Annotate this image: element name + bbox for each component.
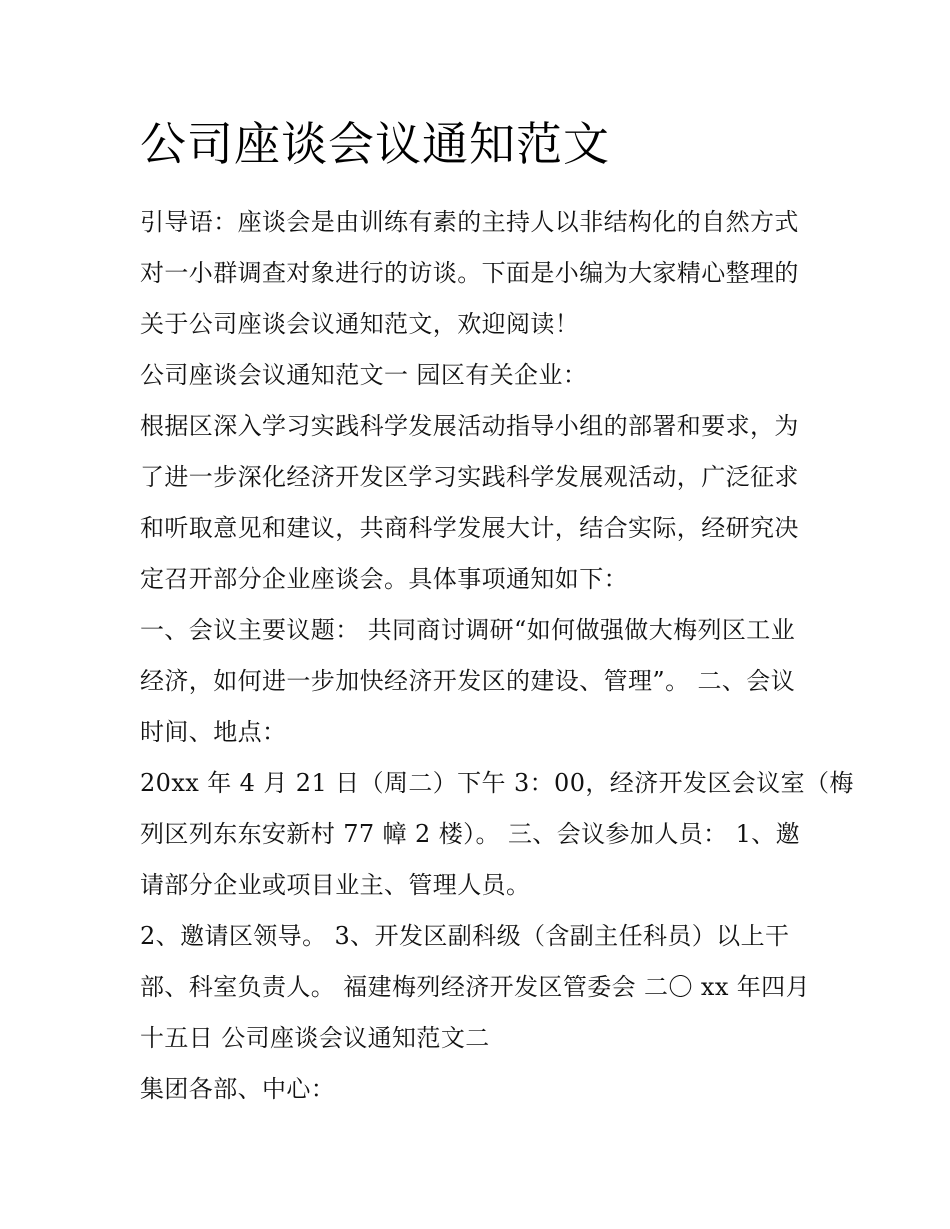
body-line: 和听取意见和建议，共商科学发展大计，结合实际，经研究决: [140, 514, 799, 542]
body-line: 时间、地点：: [140, 718, 287, 746]
body-line: 关于公司座谈会议通知范文，欢迎阅读！: [140, 310, 580, 338]
body-line: 经济，如何进一步加快经济开发区的建设、管理”。 二、会议: [140, 667, 796, 695]
body-line: 公司座谈会议通知范文一 园区有关企业：: [140, 361, 588, 389]
document-title: 公司座谈会议通知范文: [140, 117, 610, 171]
body-line: 集团各部、中心：: [140, 1075, 336, 1103]
body-line: 根据区深入学习实践科学发展活动指导小组的部署和要求，为: [140, 412, 799, 440]
body-line: 定召开部分企业座谈会。具体事项通知如下：: [140, 565, 628, 593]
document-body: [140, 197, 854, 1115]
body-line: 对一小群调查对象进行的访谈。下面是小编为大家精心整理的: [140, 259, 799, 287]
body-line: 一、会议主要议题： 共同商讨调研“如何做强做大梅列区工业: [140, 616, 796, 644]
body-line: 引导语：座谈会是由训练有素的主持人以非结构化的自然方式: [140, 208, 799, 236]
body-line: 列区列东东安新村 77 幛 2 楼）。 三、会议参加人员： 1、邀: [140, 820, 801, 848]
body-line: 十五日 公司座谈会议通知范文二: [140, 1024, 490, 1052]
body-line: 部、科室负责人。 福建梅列经济开发区管委会 二〇 xx 年四月: [140, 973, 810, 1001]
body-line: 请部分企业或项目业主、管理人员。: [140, 871, 531, 899]
body-line: 2、邀请区领导。 3、开发区副科级（含副主任科员）以上干: [140, 922, 790, 950]
body-line: 20xx 年 4 月 21 日（周二）下午 3：00，经济开发区会议室（梅: [140, 769, 854, 797]
body-line: 了进一步深化经济开发区学习实践科学发展观活动，广泛征求: [140, 463, 799, 491]
